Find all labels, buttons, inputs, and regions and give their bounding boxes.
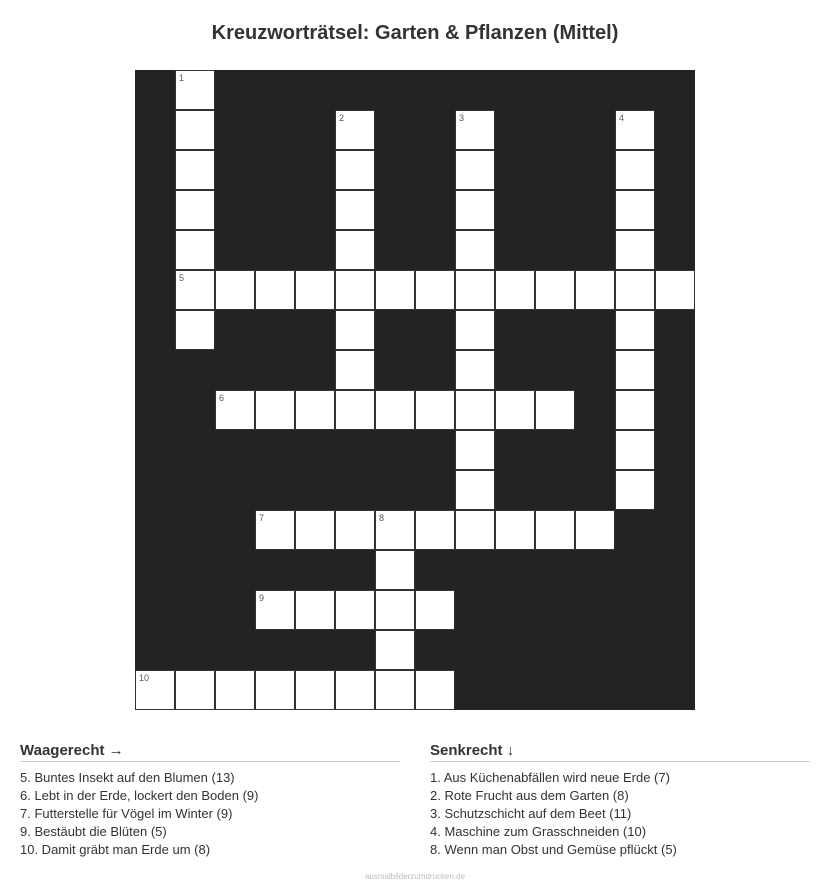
clue-across-6: 6. Lebt in der Erde, lockert den Boden (9) [20,788,259,803]
crossword-cell[interactable] [455,230,495,270]
crossword-cell[interactable] [495,390,535,430]
crossword-cell[interactable] [375,550,415,590]
crossword-cell[interactable] [455,470,495,510]
crossword-cell[interactable] [175,190,215,230]
crossword-cell[interactable] [175,670,215,710]
clue-number: 7 [259,513,265,523]
crossword-cell[interactable] [615,310,655,350]
crossword-cell[interactable] [615,270,655,310]
crossword-cell[interactable] [175,310,215,350]
crossword-cell[interactable] [295,670,335,710]
crossword-cell[interactable] [255,590,295,630]
crossword-cell[interactable] [455,110,495,150]
crossword-cell[interactable] [455,270,495,310]
clue-down-4: 4. Maschine zum Grasschneiden (10) [430,824,647,839]
crossword-cell[interactable] [175,110,215,150]
crossword-cell[interactable] [295,270,335,310]
clue-across-5: 5. Buntes Insekt auf den Blumen (13) [20,770,235,785]
clue-down-1: 1. Aus Küchenabfällen wird neue Erde (7) [430,770,670,785]
crossword-cell[interactable] [175,270,215,310]
crossword-cell[interactable] [335,510,375,550]
crossword-cell[interactable] [415,270,455,310]
crossword-cell[interactable] [455,310,495,350]
crossword-cell[interactable] [375,630,415,670]
crossword-cell[interactable] [295,590,335,630]
crossword-cell[interactable] [335,190,375,230]
crossword-cell[interactable] [375,270,415,310]
crossword-cell[interactable] [535,390,575,430]
crossword-cell[interactable] [455,510,495,550]
crossword-cell[interactable] [335,270,375,310]
clue-across-7: 7. Futterstelle für Vögel im Winter (9) [20,806,233,821]
crossword-cell[interactable] [215,670,255,710]
crossword-cell[interactable] [415,670,455,710]
crossword-cell[interactable] [415,590,455,630]
crossword-cell[interactable] [255,390,295,430]
down-heading: Senkrecht ↓ [430,742,810,762]
clue-across-9: 9. Bestäubt die Blüten (5) [20,824,167,839]
crossword-cell[interactable] [535,510,575,550]
crossword-cell[interactable] [615,230,655,270]
crossword-cell[interactable] [495,510,535,550]
clue-down-2: 2. Rote Frucht aus dem Garten (8) [430,788,629,803]
crossword-cell[interactable] [335,110,375,150]
clue-across-10: 10. Damit gräbt man Erde um (8) [20,842,211,857]
crossword-cell[interactable] [175,150,215,190]
crossword-cell[interactable] [535,270,575,310]
crossword-cell[interactable] [375,670,415,710]
clue-number: 6 [219,393,225,403]
clue-number: 4 [619,113,625,123]
crossword-cell[interactable] [575,270,615,310]
crossword-cell[interactable] [215,390,255,430]
across-clues [20,742,400,859]
crossword-cell[interactable] [335,350,375,390]
crossword-cell[interactable] [375,390,415,430]
down-clues [430,742,810,859]
crossword-cell[interactable] [175,70,215,110]
crossword-cell[interactable] [375,510,415,550]
crossword-cell[interactable] [295,390,335,430]
clue-number: 3 [459,113,465,123]
crossword-cell[interactable] [615,430,655,470]
crossword-cell[interactable] [615,150,655,190]
page-title: Kreuzworträtsel: Garten & Pflanzen (Mittel) [211,22,619,44]
crossword-cell[interactable] [495,270,535,310]
crossword-cell[interactable] [575,510,615,550]
crossword-cell[interactable] [615,350,655,390]
crossword-cell[interactable] [135,670,175,710]
crossword-cell[interactable] [455,430,495,470]
crossword-cell[interactable] [375,590,415,630]
crossword-cell[interactable] [255,270,295,310]
crossword-cell[interactable] [455,150,495,190]
crossword-cell[interactable] [415,510,455,550]
clue-down-8: 8. Wenn man Obst und Gemüse pflückt (5) [430,842,677,857]
crossword-cell[interactable] [615,390,655,430]
footer-credit: ausmalbilderzumdrucken.de [364,872,466,881]
crossword-cell[interactable] [615,470,655,510]
crossword-cell[interactable] [335,590,375,630]
crossword-cell[interactable] [215,270,255,310]
crossword-cell[interactable] [655,270,695,310]
clue-number: 8 [379,513,385,523]
crossword-cell[interactable] [615,190,655,230]
crossword-cell[interactable] [255,670,295,710]
crossword-cell[interactable] [415,390,455,430]
crossword-cell[interactable] [335,670,375,710]
crossword-cell[interactable] [455,350,495,390]
crossword-cell[interactable] [335,230,375,270]
crossword-cell[interactable] [335,150,375,190]
crossword-cell[interactable] [455,390,495,430]
clue-number: 2 [339,113,345,123]
clue-number: 1 [179,73,185,83]
crossword-cell[interactable] [615,110,655,150]
crossword-cell[interactable] [295,510,335,550]
across-heading: Waagerecht → [20,742,400,762]
clue-number: 5 [179,273,185,283]
clue-down-3: 3. Schutzschicht auf dem Beet (11) [430,806,632,821]
crossword-cell[interactable] [335,310,375,350]
crossword-grid [135,70,695,710]
clue-number: 9 [259,593,265,603]
crossword-cell[interactable] [455,190,495,230]
crossword-cell[interactable] [255,510,295,550]
clue-number: 10 [139,673,150,683]
crossword-cell[interactable] [175,230,215,270]
crossword-cell[interactable] [335,390,375,430]
